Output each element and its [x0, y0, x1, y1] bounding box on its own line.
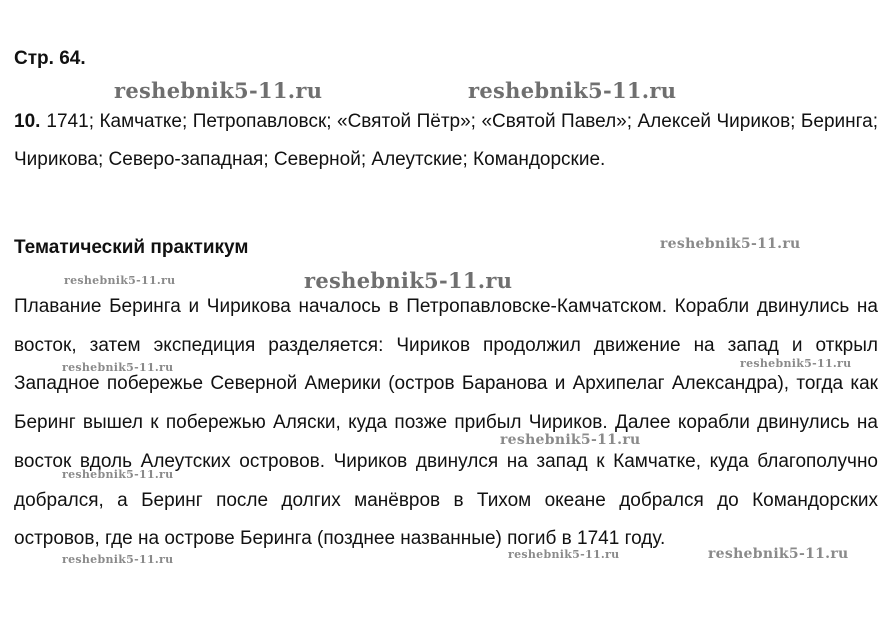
watermark: reshebnik5-11.ru — [500, 432, 641, 448]
watermark: reshebnik5-11.ru — [660, 236, 801, 252]
watermark: reshebnik5-11.ru — [62, 468, 174, 481]
watermark: reshebnik5-11.ru — [508, 548, 620, 561]
watermark: reshebnik5-11.ru — [468, 78, 677, 103]
practicum-text: Плавание Беринга и Чирикова началось в Петропавловске-Камчатском. Корабли двинулись на восток, затем экспедиция разделяется: Чириков продолжил движение на запад и открыл Западное побережье Северной Америки (остров Баранова и Архипелаг Александра), тогда как Беринг вышел к побережью Аляски, куда позже прибыл Чириков. Далее корабли двинулись на восток вдоль Алеутских островов. Чириков двинулся на запад к Камчатке, куда благополучно добрался, а Беринг после долгих манёвров в Тихом океане добрался до Командорских островов, где на острове Беринга (позднее названные) погиб в 1741 году. — [14, 296, 878, 550]
watermark: reshebnik5-11.ru — [740, 357, 852, 370]
page-reference: Стр. 64. — [14, 48, 86, 69]
answer-text: 1741; Камчатке; Петропавловск; «Святой Пётр»; «Святой Павел»; Алексей Чириков; Беринга; Чирикова; Северо-западная; Северной; Алеутские; Командорские. — [14, 111, 878, 170]
watermark: reshebnik5-11.ru — [62, 553, 174, 566]
watermark: reshebnik5-11.ru — [64, 274, 176, 287]
watermark: reshebnik5-11.ru — [708, 546, 849, 562]
answer-number: 10. — [14, 111, 41, 132]
section-title: Тематический практикум — [14, 237, 249, 258]
answer-10 — [14, 103, 878, 179]
watermark: reshebnik5-11.ru — [62, 361, 174, 374]
watermark: reshebnik5-11.ru — [114, 78, 323, 103]
watermark: reshebnik5-11.ru — [304, 268, 513, 293]
